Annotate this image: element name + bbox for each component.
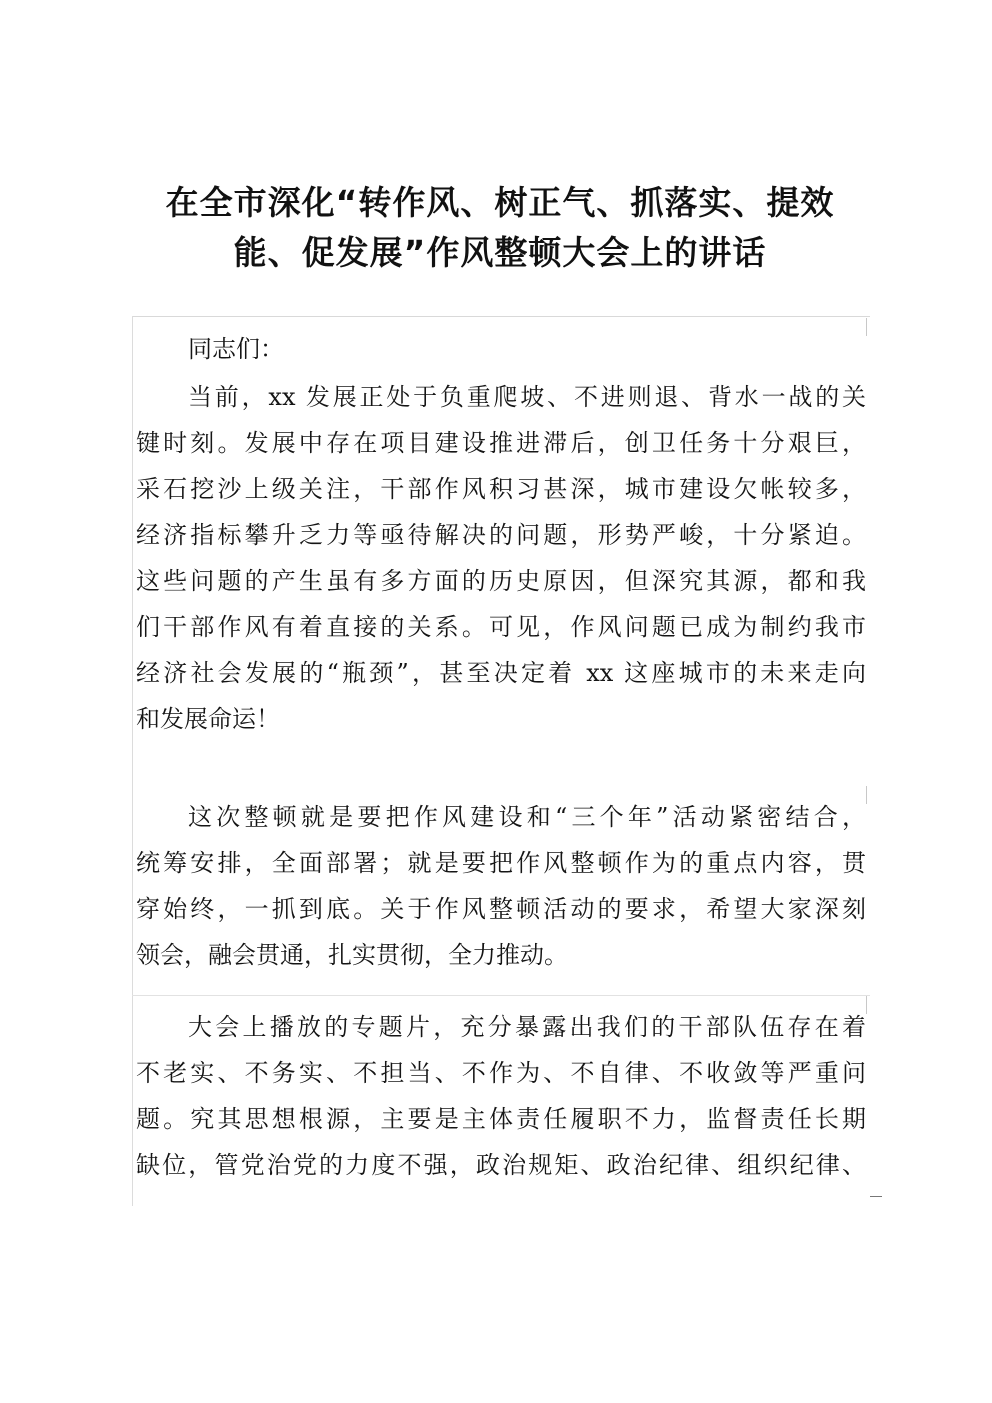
paragraph-line: 不老实、不务实、不担当、不作为、不自律、不收敛等严重问 xyxy=(136,1059,866,1087)
paragraph-line: 这些问题的产生虽有多方面的历史原因，但深究其源，都和我 xyxy=(136,567,866,595)
paragraph-line: 采石挖沙上级关注，干部作风积习甚深，城市建设欠帐较多， xyxy=(136,475,866,503)
document-title-line-2: 能、促发展”作风整顿大会上的讲话 xyxy=(233,233,767,272)
paragraph-3 xyxy=(136,1004,866,1188)
margin-tick xyxy=(866,996,867,1014)
paragraph-line: 经济指标攀升乏力等亟待解决的问题，形势严峻，十分紧迫。 xyxy=(136,521,866,549)
margin-tick xyxy=(866,786,867,804)
paragraph-line: 穿始终，一抓到底。关于作风整顿活动的要求，希望大家深刻 xyxy=(136,895,866,923)
paragraph-line: 经济社会发展的“瓶颈”，甚至决定着 xx 这座城市的未来走向 xyxy=(136,659,866,687)
greeting: 同志们： xyxy=(188,335,284,363)
paragraph-line: 和发展命运！ xyxy=(136,705,280,733)
section-border-left xyxy=(132,316,133,1206)
paragraph-line: 大会上播放的专题片，充分暴露出我们的干部队伍存在着 xyxy=(188,1013,866,1041)
margin-tick xyxy=(866,318,867,336)
paragraph-2 xyxy=(136,794,866,978)
section-divider xyxy=(132,995,870,996)
paragraph-line: 键时刻。发展中存在项目建设推进滞后，创卫任务十分艰巨， xyxy=(136,429,866,457)
paragraph-line: 统筹安排，全面部署；就是要把作风整顿作为的重点内容，贯 xyxy=(136,849,866,877)
paragraph-1 xyxy=(136,374,866,742)
paragraph-line: 缺位，管党治党的力度不强，政治规矩、政治纪律、组织纪律、 xyxy=(136,1151,866,1179)
paragraph-line: 这次整顿就是要把作风建设和“三个年”活动紧密结合， xyxy=(188,803,866,831)
paragraph-line: 当前，xx 发展正处于负重爬坡、不进则退、背水一战的关 xyxy=(188,383,866,411)
paragraph-line: 们干部作风有着直接的关系。可见，作风问题已成为制约我市 xyxy=(136,613,866,641)
section-border-top xyxy=(132,316,870,317)
paragraph-line: 领会，融会贯通，扎实贯彻，全力推动。 xyxy=(136,941,568,969)
paragraph-line: 题。究其思想根源，主要是主体责任履职不力，监督责任长期 xyxy=(136,1105,866,1133)
margin-tick xyxy=(870,1196,882,1197)
document-title xyxy=(80,178,920,278)
document-title-line-1: 在全市深化“转作风、树正气、抓落实、提效 xyxy=(165,183,835,222)
